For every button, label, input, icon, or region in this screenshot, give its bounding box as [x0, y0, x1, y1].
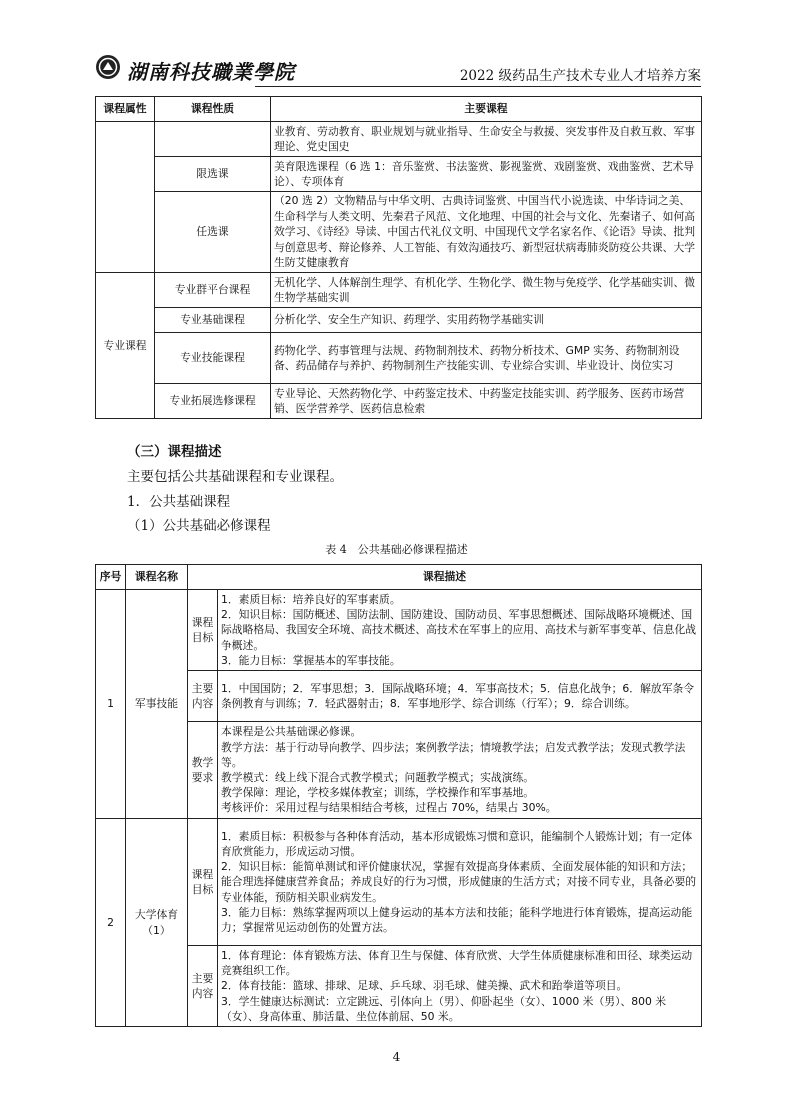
page-number: 4: [392, 1050, 401, 1064]
description-line: 3．学生健康达标测试：立定跳远、引体向上（男）、仰卧起坐（女）、1000 米（男）、800 米（女）、身高体重、肺活量、坐位体前屈、50 米。: [221, 994, 667, 1023]
course-type-cell: 专业技能课程: [155, 333, 271, 384]
course-type-cell: 任选课: [155, 192, 271, 273]
course-name-suffix: （1）: [142, 923, 171, 937]
course-name-cell: [126, 819, 188, 1027]
description-line: 考核评价：采用过程与结果相结合考核，过程占 70%，结果占 30%。: [221, 801, 557, 815]
table-header-row: [96, 97, 702, 122]
description-line: 1．体育理论：体育锻炼方法、体育卫生与保健、体育欣赏、大学生体质健康标准和田径、球类运动竞赛组织工作。: [221, 948, 693, 978]
course-list-cell: 无机化学、人体解剖生理学、有机化学、生物化学、微生物与免疫学、化学基础实训、微生物学基础实训: [271, 273, 702, 308]
course-type-cell: 限选课: [155, 157, 271, 192]
part-label-cell: 课程目标: [188, 590, 218, 671]
table-row: [96, 333, 702, 384]
table-row: [96, 384, 702, 419]
table-row: [96, 273, 702, 308]
table-row: [96, 192, 702, 273]
subsection-heading: （1）公共基础必修课程: [127, 518, 271, 534]
part-content-cell: [218, 819, 702, 946]
part-content-cell: [218, 946, 702, 1027]
description-line: 1．素质目标：培养良好的军事素质。: [221, 592, 401, 606]
course-list-cell: 药物化学、药事管理与法规、药物制剂技术、药物分析技术、GMP 实务、药物制剂设备、药品储存与养护、药物制剂生产技能实训、专业综合实训、毕业设计、岗位实习: [271, 333, 702, 384]
course-list-cell: （20 选 2）文物精品与中华文明、古典诗词鉴赏、中国当代小说选读、中华诗词之美、生命科学与人类文明、先秦君子风范、文化地理、中国的社会与文化、先秦诸子、如何高效学习、《诗经》导读、中国古代礼仪文明、中国现代文学名家名作、《论语》导读、批判与创意思考、辩论修养、人工智能、有效沟通技巧、新型冠状病毒肺炎防疫公共课、大学生防艾健康教育: [271, 192, 702, 273]
table-row: [96, 122, 702, 157]
course-name: 大学体育: [134, 908, 179, 922]
course-list-cell: 美育限选课程（6 选 1：音乐鉴赏、书法鉴赏、影视鉴赏、戏剧鉴赏、戏曲鉴赏、艺术导论）、专项体育: [271, 157, 702, 192]
part-label-cell: 主要内容: [188, 946, 218, 1027]
course-list-cell: 分析化学、安全生产知识、药理学、实用药物学基础实训: [271, 308, 702, 333]
table-cell: [155, 122, 271, 157]
header-rule: [255, 86, 701, 87]
school-seal-icon: [95, 54, 121, 80]
column-header: 课程性质: [155, 97, 271, 122]
description-line: 2．知识目标：国防概述、国防法制、国防建设、国防动员、军事思想概述、国际战略环境概述、国际战略格局、我国安全环境、高技术概述、高技术在军事上的应用、高技术与新军事变革、信息化战争概述。: [221, 608, 697, 652]
school-name: 湖南科技職業學院: [127, 60, 295, 84]
part-content-cell: [218, 590, 702, 671]
description-line: 1．素质目标：积极参与各种体育活动，基本形成锻炼习惯和意识，能编制个人锻炼计划；有一定体育欣赏能力，形成运动习惯。: [221, 829, 693, 858]
column-header: 序号: [96, 565, 126, 590]
description-line: 教学模式：线上线下混合式教学模式；问题教学模式；实战演练。: [221, 771, 535, 784]
part-label-cell: 教学要求: [188, 722, 218, 819]
course-name-cell: 军事技能: [126, 590, 188, 819]
description-line: 1．中国国防；2．军事思想；3．国际战略环境；4．军事高技术；5．信息化战争；6．解放军条令条例教育与训练；7．轻武器射击；8．军事地形学、综合训练（行军）；9．综合训练。: [221, 681, 695, 710]
column-header: 课程描述: [188, 565, 702, 590]
course-structure-table: [95, 96, 702, 419]
part-content-cell: [218, 671, 702, 722]
page-header: [95, 50, 701, 88]
course-type-cell: 专业基础课程: [155, 308, 271, 333]
section-heading: （三）课程描述: [127, 444, 222, 460]
subsection-heading: 1．公共基础课程: [127, 494, 231, 510]
table-row: [96, 590, 702, 671]
course-number-cell: 2: [96, 819, 126, 1027]
column-header: 课程名称: [126, 565, 188, 590]
part-label-cell: 主要内容: [188, 671, 218, 722]
description-line: 2．体育技能：篮球、排球、足球、乒乓球、羽毛球、健美操、武术和跆拳道等项目。: [221, 979, 628, 993]
course-list-cell: 专业导论、天然药物化学、中药鉴定技术、中药鉴定技能实训、药学服务、医药市场营销、医学营养学、医药信息检索: [271, 384, 702, 419]
table-row: [96, 819, 702, 946]
course-type-cell: 专业拓展选修课程: [155, 384, 271, 419]
description-line: 3．能力目标：熟练掌握两项以上健身运动的基本方法和技能；能科学地进行体育锻炼，提高运动能力；掌握常见运动创伤的处置方法。: [221, 905, 693, 934]
description-line: 教学保障：理论，学校多媒体教室；训练，学校操作和军事基地。: [221, 786, 535, 800]
document-title: 2022 级药品生产技术专业人才培养方案: [459, 68, 701, 84]
description-line: 3．能力目标：掌握基本的军事技能。: [221, 653, 401, 667]
table-caption: 表 4 公共基础必修课程描述: [325, 543, 468, 556]
column-header: 课程属性: [96, 97, 155, 122]
part-content-cell: [218, 722, 702, 819]
part-label-cell: 课程目标: [188, 819, 218, 946]
table-header-row: [96, 565, 702, 590]
table-row: [96, 157, 702, 192]
course-group-cell: 专业课程: [96, 273, 155, 419]
description-line: 教学方法：基于行动导向教学、四步法；案例教学法；情境教学法；启发式教学法；发现式教学法等。: [221, 740, 686, 769]
description-line: 2．知识目标：能简单测试和评价健康状况，掌握有效提高身体素质、全面发展体能的知识和方法；能合理选择健康营养食品；养成良好的行为习惯，形成健康的生活方式；对接不同专业，具备必要的专业体能，预防相关职业病发生。: [221, 860, 697, 904]
course-description-table: [95, 564, 702, 1027]
section-intro: 主要包括公共基础课程和专业课程。: [127, 469, 343, 485]
description-line: 本课程是公共基础课必修课。: [221, 725, 362, 739]
course-type-cell: 专业群平台课程: [155, 273, 271, 308]
course-list-cell: 业教育、劳动教育、职业规划与就业指导、生命安全与救援、突发事件及自救互救、军事理论、党史国史: [271, 122, 702, 157]
table-row: [96, 308, 702, 333]
school-logo: [95, 54, 355, 84]
column-header: 主要课程: [271, 97, 702, 122]
table-cell: [96, 122, 155, 273]
course-number-cell: 1: [96, 590, 126, 819]
